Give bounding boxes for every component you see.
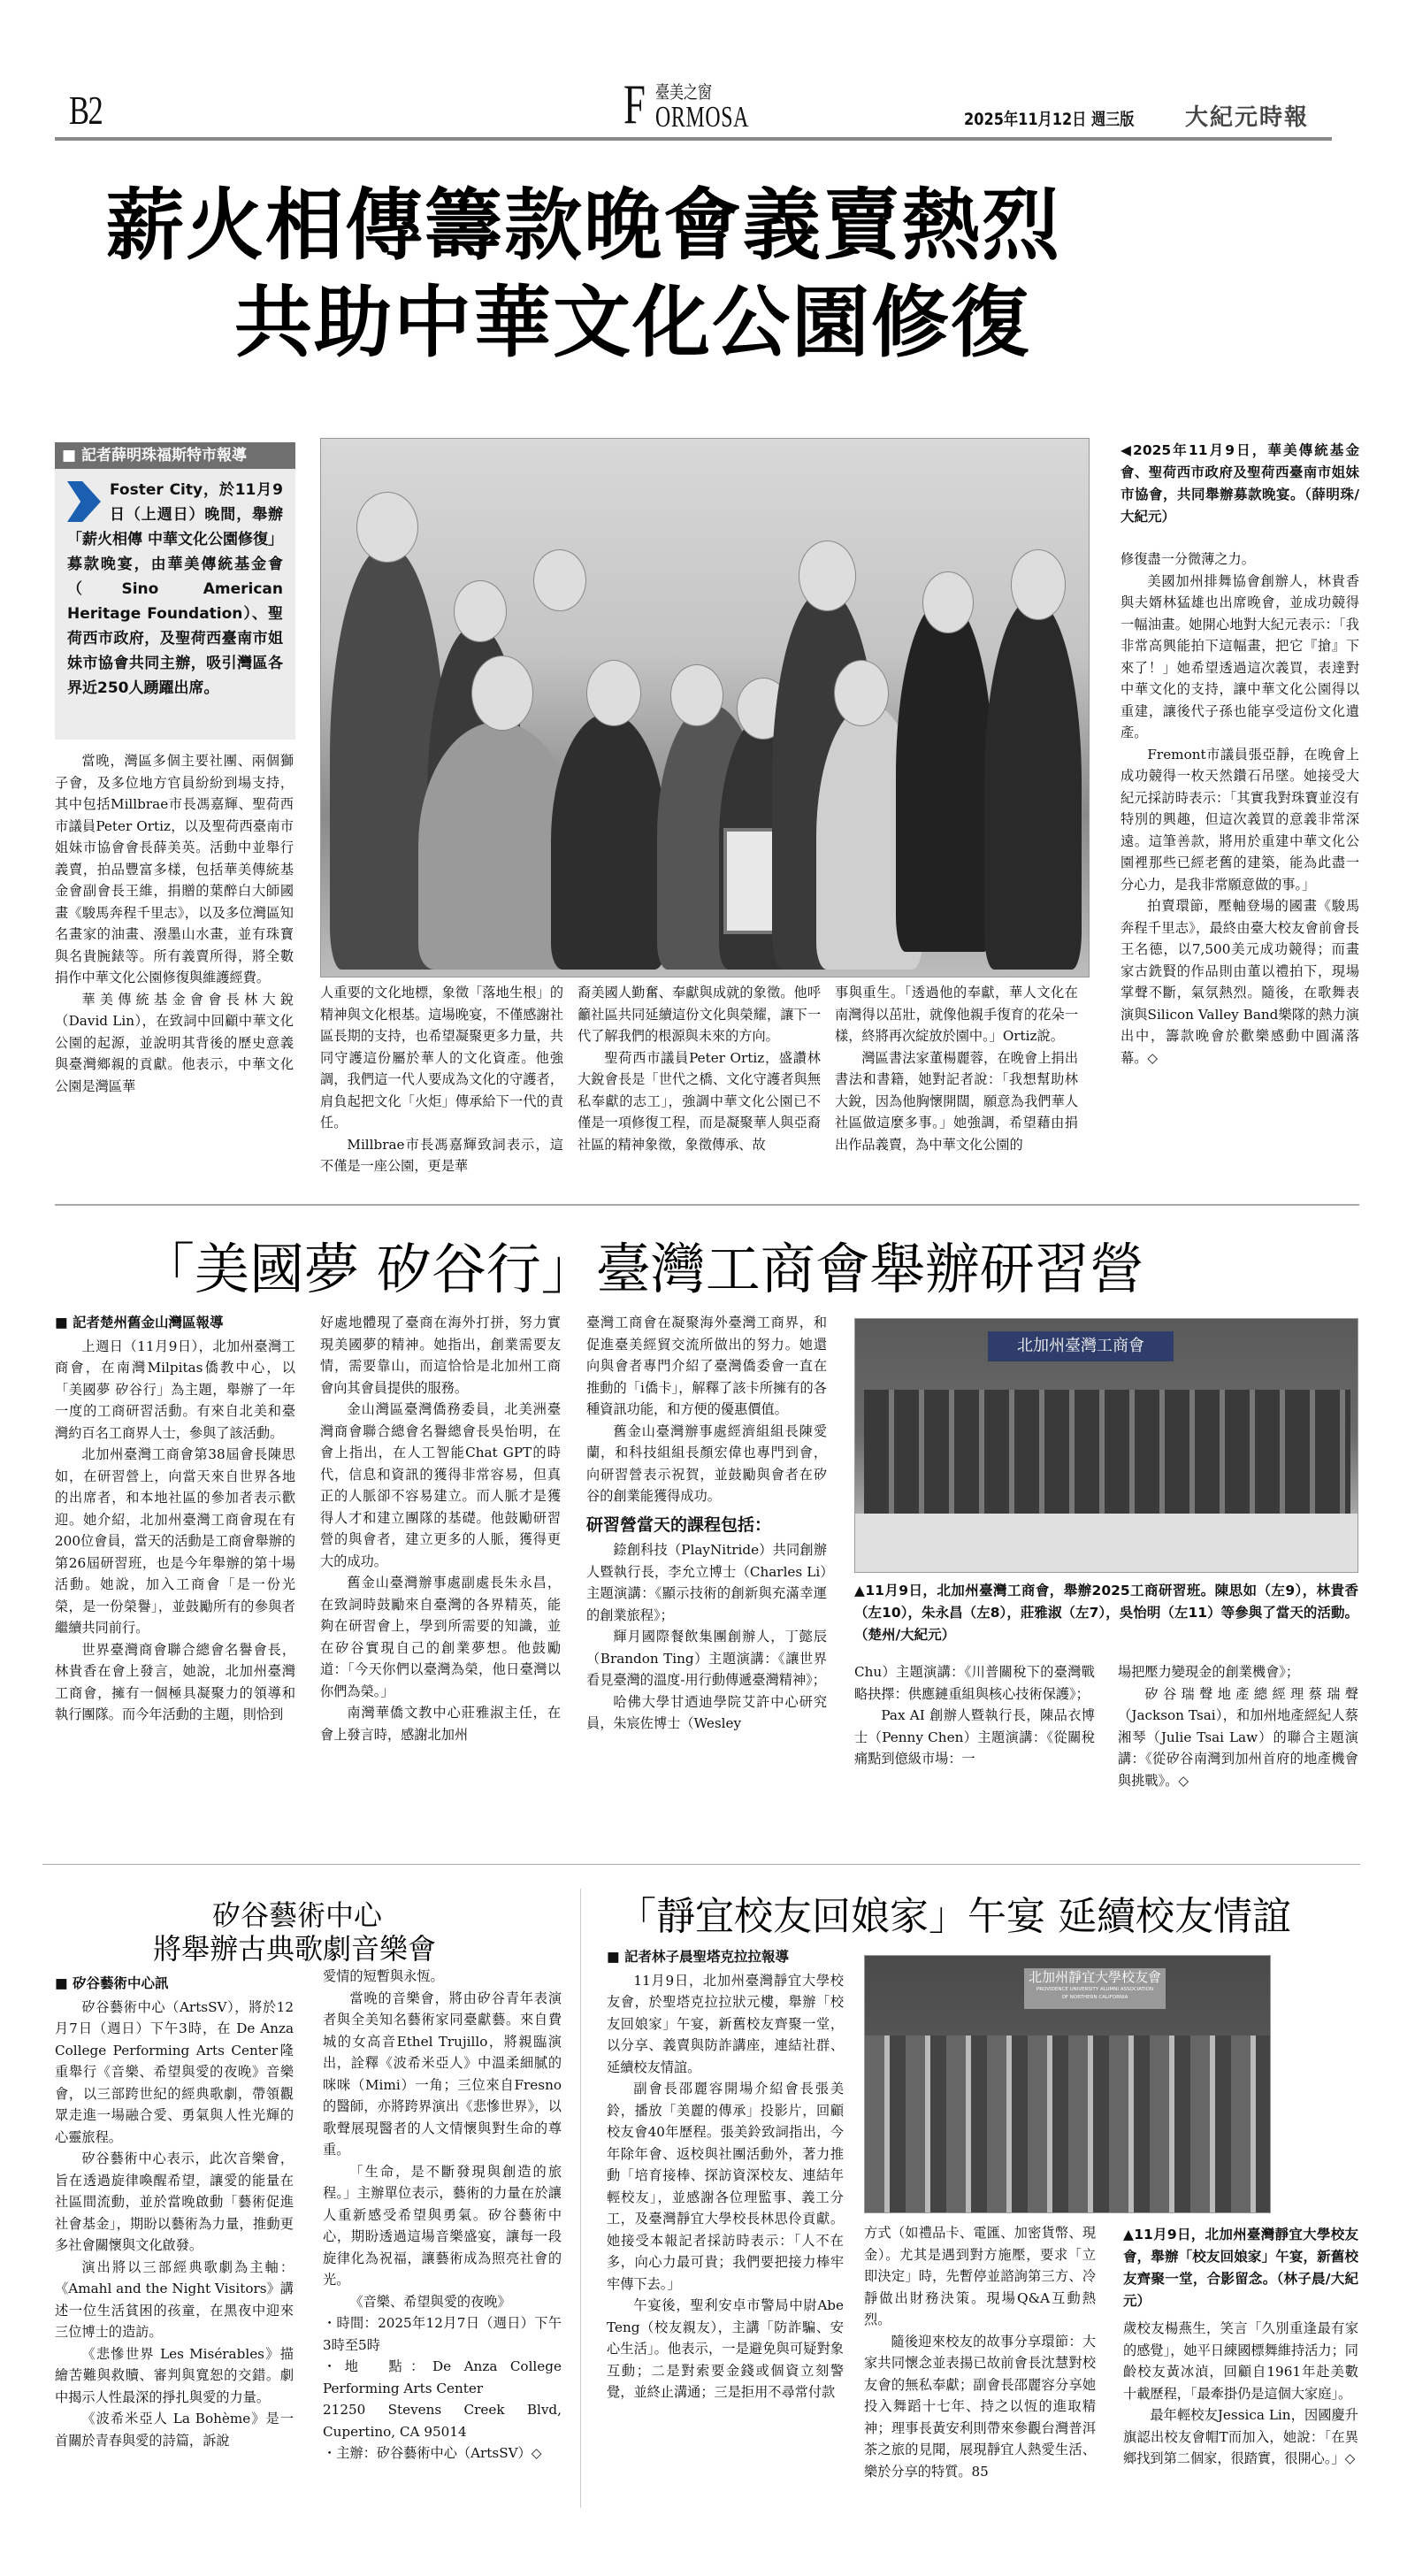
article1-lead-box [55,442,295,740]
paragraph: 舊金山臺灣辦事處副處長朱永昌，在致詞時鼓勵來自臺灣的各界精英，能夠在研習會上，學到所需要的知識，並在矽谷實現自己的創業夢想。他鼓勵道：「今天你們以臺灣為榮，他日臺灣以你們為榮。」 [320,1575,561,1699]
logo-en: ORMOSA [655,101,750,134]
paragraph: 「生命，是不斷發現與創造的旅程。」主辦單位表示，藝術的力量在於讓人重新感受希望與勇氣。矽谷藝術中心，期盼透過這場音樂盛宴，讓每一段旋律化為祝福，讓藝術成為照亮社會的光。 [323,2163,562,2288]
paragraph: 哈佛大學甘迺迪學院艾許中心研究員，朱宸佐博士（Wesley [586,1693,827,1731]
banner-en: PROVIDENCE UNIVERSITY ALUMNI ASSOCIATION [1036,1987,1154,1992]
paragraph: 副會長邵麗容開場介紹會長張美鈴，播放「美麗的傳承」投影片，回顧校友會40年歷程。張美鈴致詞指出，今年除年會、返校與社團活動外，著力推動「培育接棒、探訪資深校友、連結年輕校友」，並感謝各位理監事、義工分工，及臺灣靜宜大學校長林思伶貢獻。她接受本報記者採訪時表示：「人不在多，向心力最可貴；我們要把接力棒牢牢傳下去。」 [607,2081,844,2292]
event-venue: ・地 點：De Anza College Performing Arts Center [323,2358,562,2396]
paragraph: 舊金山臺灣辦事處經濟組組長陳愛蘭，和科技組組長顏宏偉也專門到會，向研習營表示祝賀，並鼓勵與會者在矽谷的創業能獲得成功。 [586,1422,827,1504]
paragraph: 愛情的短暫與永恆。 [323,1968,444,1984]
article1-col5 [1121,548,1359,1069]
article2-col2 [320,1312,561,1745]
article2-col4 [854,1661,1095,1770]
paragraph: 矽谷藝術中心表示，此次音樂會，旨在透過旋律喚醒希望，讓愛的能量在社區間流動，並於當晚啟動「藝術促進社會基金」，期盼以藝術為力量，推動更多社會關懷與文化啟發。 [55,2150,294,2253]
paragraph: 臺灣工商會在凝聚海外臺灣工商界，和促進臺美經貿交流所做出的努力。她還向與會者專門介紹了臺灣僑委會一直在推動的「i僑卡」，解釋了該卡所擁有的各種資訊功能，和方便的優惠價值。 [586,1315,827,1417]
article1-col4 [835,982,1078,1155]
article1-photo-caption: ◀2025年11月9日，華美傳統基金會、聖荷西市政府及聖荷西臺南市姐妹市協會，共同舉辦募款晚宴。（薛明珠/大紀元） [1121,442,1359,525]
paragraph: Pax AI 創辦人暨執行長，陳品衣博士（Penny Chen）主題演講：《從關稅痛點到億級市場：一 [854,1707,1095,1767]
article2-col1 [55,1312,295,1726]
paragraph: 矽谷瑞聲地產總經理蔡瑞聲（Jackson Tsai），和加州地產經紀人蔡湘琴（Julie Tsai Law）的聯合主題演講：《從矽谷南灣到加州首府的地產機會與挑戰》。◇ [1118,1685,1358,1789]
banner-en: OF NORTHERN CALIFORNIA [1061,1995,1128,2000]
paragraph: 當晚，灣區多個主要社團、兩個獅子會，及多位地方官員紛紛到場支持，其中包括Millbrae市長馮嘉輝、聖荷西市議員Peter Ortiz，以及聖荷西臺南市姐妹市協會會長薛美英。活動中並舉行義賣，拍品豐富多樣，包括華美傳統基金會副會長王維，捐贈的葉醉白大師國畫《駿馬奔程千里志》，以及多位灣區知名畫家的油畫、潑墨山水畫，並有珠寶與名貴腕錶等。所有義賣所得，將全數捐作中華文化公園修復與維護經費。 [55,753,294,985]
logo-initial: F [623,73,646,135]
article3-col1 [55,1973,294,2451]
article4-col1 [607,1946,844,2404]
paragraph: 裔美國人勤奮、奉獻與成就的象徵。他呼籲社區共同延續這份文化與榮耀，讓下一代了解我們的根源與未來的方向。 [577,985,821,1044]
paragraph: 修復盡一分微薄之力。 [1121,551,1255,567]
event-organizer: ・主辦：矽谷藝術中心（ArtsSV）◇ [323,2445,542,2461]
article4-photo-caption: ▲11月9日，北加州臺灣靜宜大學校友會，舉辦「校友回娘家」午宴，新舊校友齊聚一堂，合影留念。（林子晨/大紀元） [1123,2227,1358,2309]
chevron-right-icon [67,481,101,522]
event-address: 21250 Stevens Creek Blvd, Cupertino, CA 95014 [323,2402,562,2440]
paragraph: Millbrae市長馮嘉輝致詞表示，這不僅是一座公園，更是華 [320,1136,563,1174]
article3-byline: ■ 矽谷藝術中心訊 [55,1975,169,1991]
article2-col5 [1118,1661,1358,1791]
logo-cn: 臺美之窗 [655,81,712,103]
section-divider [55,1204,1359,1206]
top-rule [55,137,1332,141]
article3-headline-1: 矽谷藝術中心 [212,1898,383,1932]
paragraph: 方式（如禮品卡、電匯、加密貨幣、現金）。尤其是遇到對方施壓，要求「立即決定」時，先暫停並諮詢第三方、冷靜做出財務決策。現場Q&A互動熱烈。 [864,2225,1096,2327]
article4-photo [864,1955,1271,2213]
paragraph: 華美傳統基金會會長林大銳（David Lin），在致詞中回顧中華文化公園的起源，並說明其背後的歷史意義與臺灣鄉親的貢獻。他表示，中華文化公園是灣區華 [55,991,294,1094]
article2-photo [854,1318,1358,1573]
paragraph: 11月9日，北加州臺灣靜宜大學校友會，於聖塔克拉拉狀元樓，舉辦「校友回娘家」午宴，新舊校友齊聚一堂，以分享、義賣與防詐講座，連結社群、延續校友情誼。 [607,1972,844,2075]
article3-headline-2: 將舉辦古典歌劇音樂會 [153,1932,437,1966]
event-time: ・時間：2025年12月7日（週日）下午3時至5時 [323,2315,562,2353]
article1-byline: ■ 記者薛明珠福斯特市報導 [55,442,295,469]
article2-subhead: 研習營當天的課程包括： [586,1514,772,1535]
paragraph: Chu）主題演講：《川普關稅下的臺灣戰略抉擇：供應鏈重組與核心技術保護》； [854,1664,1095,1702]
article2-photo-caption: ▲11月9日，北加州臺灣工商會，舉辦2025工商研習班。陳思如（左9），林貴香（左10），朱永昌（左8），莊雅淑（左7），吳怡明（左11）等參與了當天的活動。（楚州/大紀元） [854,1583,1358,1643]
paragraph: 聖荷西市議員Peter Ortiz，盛讚林大銳會長是「世代之橋、文化守護者與無私奉獻的志工」，強調中華文化公園已不僅是一項修復工程，而是凝聚華人與亞裔社區的精神象徵，象徵傳承、故 [577,1049,821,1153]
paragraph: 世界臺灣商會聯合總會名譽會長，林貴香在會上發言，她說，北加州臺灣工商會，擁有一個極具凝聚力的領導和執行團隊。而今年活動的主題，則恰到 [55,1641,295,1722]
section-divider [42,1864,1360,1865]
page-number: B2 [69,88,103,133]
photo-banner: 北加州臺灣工商會 [988,1331,1174,1361]
paragraph: Fremont市議員張亞靜，在晚會上成功競得一枚天然鑽石吊墜。她接受大紀元採訪時表示：「其實我對珠寶並沒有特別的興趣，但這次義買的意義非常深遠。這筆善款，將用於重建中華文化公園裡那些已經老舊的建築，能為此盡一分心力，是我非常願意做的事。」 [1121,746,1359,893]
paragraph: 歲校友楊燕生，笑言「久別重逢最有家的感覺」，她平日練國標舞維持活力；同齡校友黃冰湞，回顧自1961年赴美數十載歷程，「最牽掛仍是這個大家庭」。 [1123,2320,1358,2402]
paragraph: 事與重生。「透過他的奉獻，華人文化在南灣得以茁壯，就像他親手復育的花朵一樣，終將再次綻放於園中。」Ortiz說。 [835,985,1078,1044]
paragraph: 人重要的文化地標，象徵「落地生根」的精神與文化根基。這場晚宴，不僅感謝社區長期的支持，也希望凝聚更多力量，共同守護這份屬於華人的文化資產。他強調，我們這一代人要成為文化的守護者，肩負起把文化「火炬」傳承給下一代的責任。 [320,985,563,1131]
article1-headline-1: 薪火相傳籌款晚會義賣熱烈 [106,180,1062,271]
section-logo [623,73,800,135]
column-divider [580,1889,581,2508]
paragraph: 場把壓力變現金的創業機會》； [1118,1664,1300,1680]
article1-lead: Foster City，於11月9日（上週日）晚間，舉辦「薪火相傳 中華文化公園修復」募款晚宴，由華美傳統基金會（Sino American Heritage Foundation）、聖荷西市政府，及聖荷西臺南市姐妹市協會共同主辦，吸引灣區各界近250人踴躍出席。 [67,481,283,697]
paragraph: 最年輕校友Jessica Lin，因國慶升旗認出校友會帽T而加入，她說：「在異鄉找到第二個家，很踏實，很開心。」◇ [1123,2407,1358,2466]
paragraph: 錼創科技（PlayNitride）共同創辦人暨執行長，李允立博士（Charles Li）主題演講：《顯示技術的創新與充滿幸運的創業旅程》； [586,1542,827,1623]
paragraph: 灣區書法家董楊麗蓉，在晚會上捐出書法和書籍，她對記者說：「我想幫助林大銳，因為他胸懷開闊，願意為我們華人社區做這麼多事。」她強調，希望藉由捐出作品義賣，為中華文化公園的 [835,1049,1078,1153]
banner-cn: 北加州靜宜大學校友會 [1028,1969,1161,1985]
article2-col3 [586,1312,827,1735]
paragraph: 拍賣環節，壓軸登場的國畫《駿馬奔程千里志》，最終由臺大校友會前會長王名德，以7,500美元成功競得；而畫家古銑賢的作品則由董以禮拍下，現場掌聲不斷，氣氛熱烈。隨後，在歌舞表演與Silicon Valley Band樂隊的熱力演出中，籌款晚會於歡樂感動中圓滿落幕。◇ [1121,898,1359,1066]
article1-headline-2: 共助中華文化公園修復 [234,277,1031,368]
issue-date: 2025年11月12日 週三版 [964,110,1135,129]
paragraph: 隨後迎來校友的故事分享環節：大家共同懷念並表揚已故前會長沈慧對校友會的無私奉獻；副會長邵麗容分享她投入舞蹈十七年、持之以恆的進取精神；理事長黃安利則帶來參觀台灣普洱茶之旅的見聞，展現靜宜人熱愛生活、樂於分享的特質。85 [864,2333,1096,2480]
paragraph: 演出將以三部經典歌劇為主軸：《Amahl and the Night Visitors》講述一位生活貧困的孩童，在黑夜中迎來三位博士的造訪。 [55,2258,294,2340]
article2-headline: 「美國夢 矽谷行」臺灣工商會舉辦研習營 [140,1237,1144,1301]
paragraph: 輝月國際餐飲集團創辦人，丁懿辰（Brandon Ting）主題演講：《讓世界看見臺灣的溫度-用行動傳遞臺灣精神》； [586,1629,827,1688]
event-title: 《音樂、希望與愛的夜晚》 [349,2293,511,2310]
article1-col1 [55,750,294,1097]
article1-photo [320,438,1090,978]
paragraph: 金山灣區臺灣僑務委員，北美洲臺灣商會聯合總會名譽總會長吳怡明，在會上指出，在人工智能Chat GPT的時代，信息和資訊的獲得非常容易，但真正的人脈卻不容易建立。而人脈才是獲得人才和建立團隊的基礎。他鼓勵研習營的與會者，建立更多的人脈，獲得更大的成功。 [320,1401,561,1569]
article2-byline: ■ 記者楚州舊金山灣區報導 [55,1315,224,1330]
paragraph: 美國加州排舞協會創辦人，林貴香與夫婿林猛雄也出席晚會，並成功競得一幅油畫。她開心地對大紀元表示：「我非常高興能拍下這幅畫，把它『搶』下來了！」她希望透過這次義買，表達對中華文化的支持，讓中華文化公園得以重建，讓後代子孫也能享受這份文化遺產。 [1121,572,1359,740]
paper-name: 大紀元時報 [1185,104,1310,131]
paragraph: 《波希米亞人 La Bohème》是一首關於青春與愛的詩篇，訴說 [55,2411,294,2449]
paragraph: 午宴後，聖利安卓市警局中尉Abe Teng（校友親友），主講「防詐騙、安心生活」。他表示，一是避免與可疑對象互動；二是對索要金錢或個資立刻警覺，並終止溝通；三是拒用不尋常付款 [607,2297,844,2400]
paragraph: 《悲慘世界 Les Misérables》描繪苦難與救贖、審判與寬恕的交錯。劇中揭示人性最深的掙扎與愛的力量。 [55,2345,294,2405]
article1-col2 [320,982,563,1177]
article4-byline: ■ 記者林子晨聖塔克拉拉報導 [607,1949,790,1965]
article3-col2 [323,1966,562,2465]
paragraph: 當晚的音樂會，將由矽谷青年表演者與全美知名藝術家同臺獻藝。來自費城的女高音Ethel Trujillo，將親臨演出，詮釋《波希米亞人》中溫柔細膩的咪咪（Mimi）一角；三位來自Fresno的醫師，亦將跨界演出《悲慘世界》，以歌聲展現醫者的人文情懷與對生命的尊重。 [323,1990,562,2158]
article1-col3 [577,982,821,1155]
paragraph: 矽谷藝術中心（ArtsSV），將於12月7日（週日）下午3時，在 De Anza College Performing Arts Center隆重舉行《音樂、希望與愛的夜晚》音樂會，以三部跨世紀的經典歌劇，帶領觀眾走進一場融合愛、勇氣與人性光輝的心靈旅程。 [55,1998,294,2145]
article4-col3 [1123,2318,1358,2470]
article4-headline: 「靜宜校友回娘家」午宴 延續校友情誼 [617,1894,1291,1939]
photo-banner [1024,1968,1166,2009]
article4-col2 [864,2222,1096,2482]
paragraph: 上週日（11月9日），北加州臺灣工商會，在南灣Milpitas僑教中心，以「美國夢 矽谷行」為主題，舉辦了一年一度的工商研習活動。有來自北美和臺灣約百名工商界人士，參與了該活動。 [55,1338,295,1441]
paragraph: 好處地體現了臺商在海外打拼，努力實現美國夢的精神。她指出，創業需要友情，需要靠山，而這恰恰是北加州工商會向其會員提供的服務。 [320,1315,561,1396]
paragraph: 北加州臺灣工商會第38屆會長陳思如，在研習營上，向當天來自世界各地的出席者，和本地社區的參加者表示歡迎。她介紹，北加州臺灣工商會現在有200位會員，當天的活動是工商會舉辦的第26屆研習班，也是今年舉辦的第十場活動。她說，加入工商會「是一份光榮，是一份榮譽」，並鼓勵所有的參與者繼續共同前行。 [55,1446,295,1636]
paragraph: 南灣華僑文教中心莊雅淑主任，在會上發言時，感謝北加州 [320,1705,561,1743]
